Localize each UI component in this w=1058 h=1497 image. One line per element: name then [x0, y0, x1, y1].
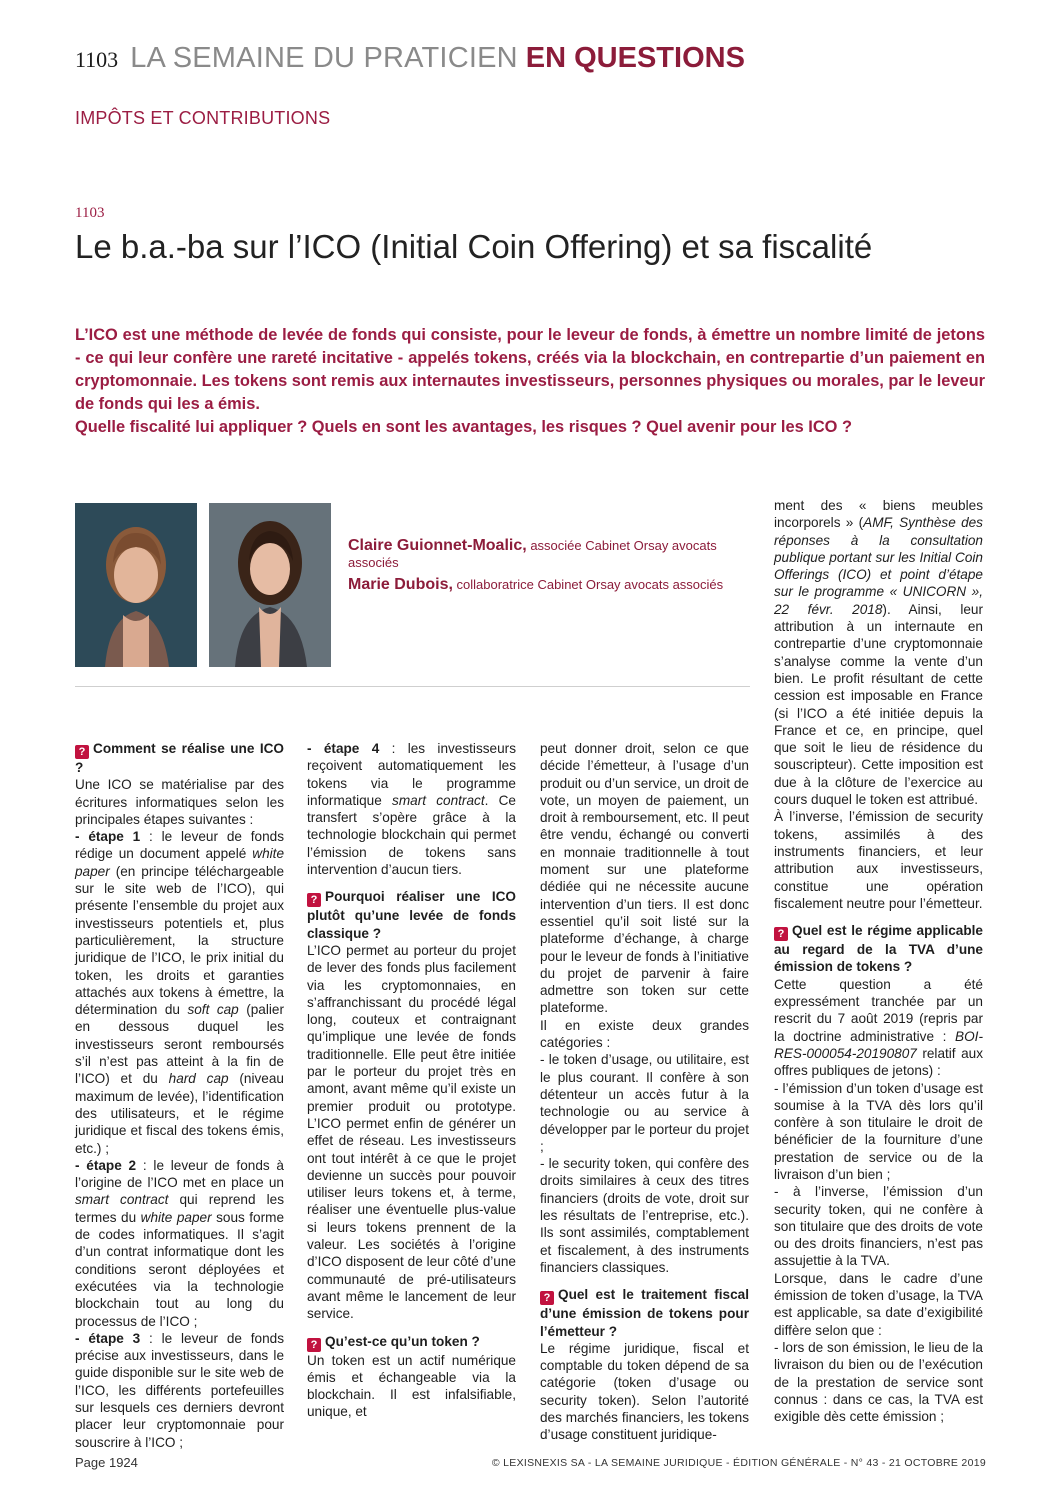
running-header: [75, 42, 745, 75]
step-label: - étape 1: [75, 829, 141, 845]
text: (niveau maximum de levée), l’identification des utilisateurs, et le régime juridique et fiscal des tokens émis, etc.) ;: [75, 1071, 284, 1156]
divider: [75, 686, 750, 687]
text-em: smart contract: [75, 1192, 169, 1208]
paragraph: - le security token, qui confère des droits similaires à ceux des titres financiers (droits de vote, droit sur les résultats de l’entreprise, etc.). Ils sont assimilés, comptablement et fiscalement, à des instruments financiers classiques.: [540, 1156, 749, 1275]
text-em: AMF, Synthèse des réponses à la consultation publique portant sur les Initial Coin Offerings (ICO) et point d’étape sur le programme « UNICORN », 22 févr. 2018: [774, 515, 983, 617]
text: : le leveur de fonds à l’origine de l’ICO met en place un: [75, 1157, 284, 1191]
paragraph: Il en existe deux grandes catégories :: [540, 1017, 749, 1051]
step-label: - étape 2: [75, 1157, 137, 1173]
article-number: 1103: [75, 205, 105, 221]
author-1-role: associée Cabinet Orsay avocats associés: [348, 538, 717, 570]
paragraph: - le token d’usage, ou utilitaire, est le plus courant. Il confère à son détenteur un accès futur à la technologie ou au service à développer par le porteur du projet ;: [540, 1052, 749, 1154]
question-mark-icon: ?: [75, 745, 89, 759]
column-2: [307, 740, 516, 1421]
author-photo-1: [75, 503, 197, 667]
paragraph: Lorsque, dans le cadre d’une émission de token d’usage, la TVA est applicable, sa date d’exigibilité diffère selon que :: [774, 1270, 983, 1338]
intro-questions: Quelle fiscalité lui appliquer ? Quels en sont les avantages, les risques ? Quel avenir pour les ICO ?: [75, 418, 852, 436]
text: (palier en dessous duquel les investisseurs seront remboursés s’il n’est pas atteint à la fin de l’ICO) et du: [75, 1002, 284, 1087]
footer-source: © LEXISNEXIS SA - LA SEMAINE JURIDIQUE - ÉDITION GÉNÉRALE - N° 43 - 21 OCTOBRE 2019: [491, 1457, 986, 1469]
article-intro: [75, 324, 985, 439]
paragraph: L’ICO permet au porteur du projet de lever des fonds plus facilement via les cryptomonnaies, en s’affranchissant du procédé légal long, couteux et contraignant qu’implique une levée de fonds traditionnelle. Elle peut être initiée par le porteur du projet très en amont, avant même qu’il existe un premier produit ou prototype. L’ICO permet enfin de générer un effet de réseau. Les investisseurs ont tout intérêt à ce que le projet devienne un succès pour pouvoir utiliser leurs tokens et, à terme, réaliser une éventuelle plus-value si leurs tokens prennent de la valeur. Les sociétés à l’origine d’ICO disposent de leur côté d’une communauté de pré-utilisateurs avant même le lancement de leur service.: [307, 942, 516, 1322]
portrait-woman-2-icon: [209, 503, 331, 667]
intro-paragraph: L’ICO est une méthode de levée de fonds qui consiste, pour le leveur de fonds, à émettre un nombre limité de jetons - ce qui leur confère une rareté incitative - appelés tokens, créés via la blockchain, en contrepartie d’un paiement en cryptomonnaie. Les tokens sont remis aux internautes investisseurs, personnes physiques ou morales, par le leveur de fonds qui les a émis.: [75, 326, 985, 413]
text: (en principe téléchargeable sur le site web de l’ICO), qui présente l’ensemble du projet aux investisseurs potentiels et, plus particulièrement, la structure juridique de l’ICO, le prix initial du token, les droits et garanties attachés aux tokens à émettre, la détermination du: [75, 863, 284, 1018]
text: ). Ainsi, leur attribution à un internaute en contrepartie d’une cryptomonnaie s’analyse comme la vente d’un bien. Le profit résultant de cette cession est imposable en France (si l’ICO a été initiée depuis la France et ce, en principe, quel que soit le lieu de résidence du souscripteur). Cette imposition est due à la clôture de l’exercice au cours duquel le token est attribué.: [774, 601, 983, 808]
text: qui reprend les termes du: [75, 1192, 285, 1225]
text: . Ce transfert s’opère grâce à la technologie blockchain qui permet l’émission de tokens sans intervention d’aucun tiers.: [307, 792, 516, 878]
step-3: [75, 1330, 284, 1451]
paragraph: [774, 497, 983, 808]
question-5-text: Quel est le régime applicable au regard de la TVA d’une émission de tokens ?: [774, 923, 983, 975]
step-label: - étape 3: [75, 1330, 141, 1346]
paragraph: - à l’inverse, l’émission d’un security token, qui ne confère à son titulaire que des droits de vote ou des droits financiers, n’est pas assujettie à la TVA.: [774, 1184, 983, 1269]
rubrique: IMPÔTS ET CONTRIBUTIONS: [75, 108, 331, 128]
text-em: white paper: [75, 846, 284, 879]
step-1: [75, 828, 284, 1157]
text: : le leveur de fonds rédige un document appelé: [75, 829, 285, 862]
question-mark-icon: ?: [774, 927, 788, 941]
question-mark-icon: ?: [540, 1291, 554, 1305]
header-number: 1103: [75, 47, 119, 72]
paragraph: Une ICO se matérialise par des écritures informatiques selon les principales étapes suivantes :: [75, 777, 284, 827]
author-2-role: collaboratrice Cabinet Orsay avocats associés: [456, 577, 724, 592]
portrait-woman-1-icon: [75, 503, 197, 667]
question-4: [540, 1286, 749, 1340]
question-5: [774, 922, 983, 976]
authors-block: [348, 538, 753, 600]
step-2: [75, 1157, 284, 1330]
text-em: white paper: [140, 1209, 212, 1225]
text-em: soft cap: [187, 1002, 239, 1018]
text: Cette question a été expressément tranchée par un rescrit du 7 août 2019 (repris par la doctrine administrative :: [774, 976, 983, 1044]
paragraph: À l’inverse, l’émission de security tokens, assimilés à des instruments financiers, et leur attribution aux investisseurs, constitue une opération fiscalement neutre pour l’émetteur.: [774, 809, 983, 911]
question-2-text: Pourquoi réaliser une ICO plutôt qu’une levée de fonds classique ?: [307, 889, 516, 941]
paragraph: - lors de son émission, le lieu de la livraison du bien ou de l’exécution de la prestation de service sont connus : dans ce cas, la TVA est exigible dès cette émission ;: [774, 1339, 983, 1425]
header-subsection: EN QUESTIONS: [525, 42, 745, 74]
text: : le leveur de fonds précise aux investisseurs, dans le guide disponible sur le site web de l’ICO, les différents portefeuilles sur lesquels ces derniers devront placer leur cryptomonnaie pour souscrire à l’ICO ;: [75, 1330, 285, 1450]
column-1: [75, 740, 284, 1451]
text: sous forme de codes informatiques. Il s’agit d’un contrat informatique dont les conditions seront déployées et exécutées via la technologie blockchain tout au long du processus de l’ICO ;: [75, 1209, 285, 1329]
author-photo-2: [209, 503, 331, 667]
author-1-name: Claire Guionnet-Moalic,: [348, 537, 527, 554]
paragraph: [774, 976, 983, 1080]
paragraph: peut donner droit, selon ce que décide l’émetteur, à l’usage d’un produit ou d’un service, un droit de vote, un moyen de paiement, un droit à remboursement, etc. Il peut être vendu, échangé ou converti en monnaie traditionnelle à tout moment sur une plateforme dédiée qui ne nécessite aucune intervention d’un tiers. Il est donc essentiel qu’il soit listé sur la plateforme d’échange, à charge pour le leveur de fonds à l’initiative du projet de parvenir à faire admettre son token sur cette plateforme.: [540, 741, 749, 1016]
question-4-text: Quel est le traitement fiscal d’une émission de tokens pour l’émetteur ?: [540, 1287, 749, 1339]
text-em: smart contract: [392, 792, 485, 808]
question-3: [307, 1333, 516, 1352]
column-3: [540, 740, 749, 1444]
author-2-name: Marie Dubois,: [348, 576, 453, 593]
step-label: - étape 4: [307, 741, 380, 756]
question-mark-icon: ?: [307, 1338, 321, 1352]
header-section: LA SEMAINE DU PRATICIEN: [130, 42, 518, 74]
question-1: [75, 740, 284, 776]
paragraph: Le régime juridique, fiscal et comptable du token dépend de sa catégorie (token d’usage ou security token). Selon l’autorité des marchés financiers, les tokens d’usage constituent juridique-: [540, 1340, 749, 1443]
text: : les investisseurs reçoivent automatiquement les tokens via le programme informatique: [307, 741, 516, 808]
text-em: hard cap: [168, 1071, 229, 1087]
author-2: [348, 577, 753, 594]
paragraph: Un token est un actif numérique émis et échangeable via la blockchain. Il est infalsifiable, unique, et: [307, 1352, 516, 1420]
column-4: [774, 497, 983, 1425]
question-2: [307, 888, 516, 942]
question-3-text: Qu’est-ce qu’un token ?: [325, 1333, 480, 1349]
page-number: Page 1924: [75, 1455, 138, 1470]
text: ment des « biens meubles incorporels » (: [774, 498, 983, 531]
text: relatif aux offres publiques de jetons) :: [774, 1045, 983, 1079]
article-title: Le b.a.-ba sur l’ICO (Initial Coin Offering) et sa fiscalité: [75, 228, 873, 265]
paragraph: - l’émission d’un token d’usage est soumise à la TVA dès lors qu’il confère à son titulaire le droit de bénéficier de la fourniture d’une prestation de service ou de la livraison d’un bien ;: [774, 1080, 983, 1182]
question-1-text: Comment se réalise une ICO ?: [75, 741, 284, 775]
question-mark-icon: ?: [307, 893, 321, 907]
author-1: [348, 538, 753, 571]
text-em: BOI-RES-000054-20190807: [774, 1028, 983, 1061]
step-4: [307, 740, 516, 878]
